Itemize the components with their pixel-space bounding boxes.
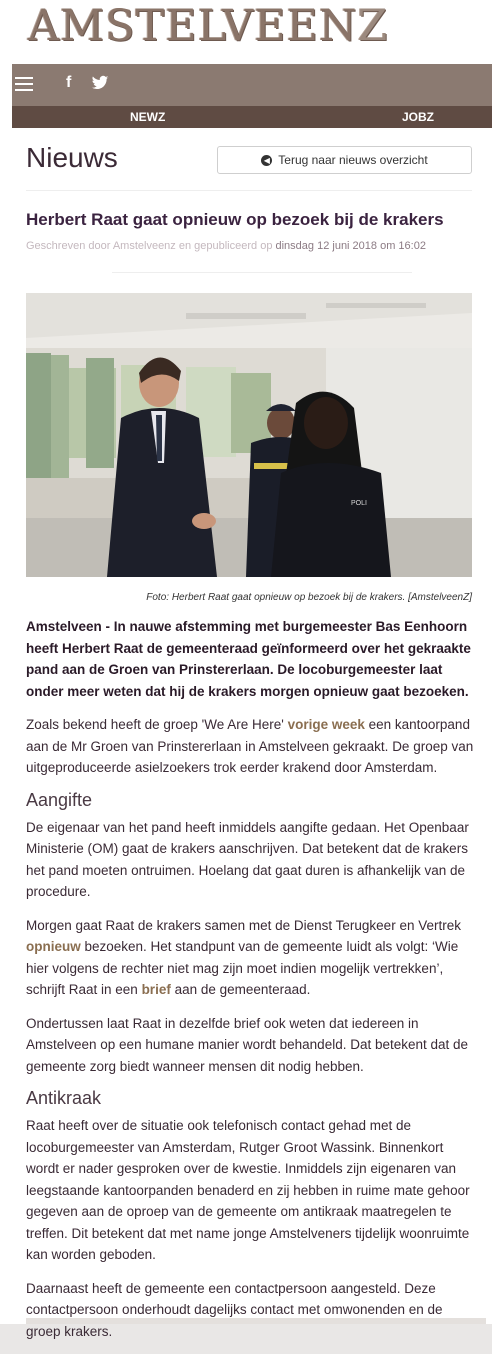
article-body	[26, 616, 476, 1354]
divider	[26, 190, 472, 191]
section-heading-aangifte: Aangifte	[26, 789, 93, 810]
link-opnieuw[interactable]: opnieuw	[26, 939, 81, 954]
page-title: Nieuws	[26, 142, 118, 173]
paragraph: Ondertussen laat Raat in dezelfde brief ook weten dat iedereen in Amstelveen op een humane manier wordt behandeld. Dat betekent dat de gemeente zorg biedt wanneer mensen dit nodig hebben.	[26, 1015, 469, 1074]
article-title: Herbert Raat gaat opnieuw op bezoek bij de krakers	[26, 210, 444, 229]
back-button-label: Terug naar nieuws overzicht	[278, 153, 428, 167]
article-photo	[26, 293, 472, 577]
arrow-left-icon: ◀	[261, 155, 272, 166]
twitter-icon[interactable]	[91, 74, 109, 92]
site-logo[interactable]: AMSTELVEENZ	[28, 1, 389, 51]
svg-text:POLI: POLI	[351, 500, 367, 507]
facebook-icon[interactable]: f	[66, 74, 72, 91]
paragraph: De eigenaar van het pand heeft inmiddels aangifte gedaan. Het Openbaar Ministerie (OM) gaat de krakers aanschrijven. Dat betekent dat de krakers het pand moeten ontruimen. Hoelang dat gaat duren is afhankelijk van de procedure.	[26, 819, 469, 899]
photo-illustration	[26, 293, 472, 577]
tab-newz[interactable]: NEWZ	[130, 110, 166, 124]
divider	[112, 272, 412, 273]
tab-jobz[interactable]: JOBZ	[402, 110, 435, 124]
main-content	[12, 128, 492, 1339]
byline-prefix: Geschreven door Amstelveenz en gepubliceerd op	[26, 240, 276, 252]
byline-date: dinsdag 12 juni 2018 om 16:02	[275, 240, 426, 252]
site-header	[0, 0, 492, 64]
paragraph: Daarnaast heeft de gemeente een contactpersoon aangesteld. Deze contactpersoon onderhoudt dagelijks contact met omwonenden en de groep krakers.	[26, 1280, 443, 1339]
hamburger-icon[interactable]	[15, 77, 33, 91]
section-heading-antikraak: Antikraak	[26, 1088, 102, 1108]
paragraph: Zoals bekend heeft de groep 'We Are Here' vorige week een kantoorpand aan de Mr Groen van Prinstererlaan in Amstelveen gekraakt. De groep van uitgeproduceerde asielzoekers trok eerder krakend door Amsterdam.	[26, 717, 474, 775]
back-to-news-button[interactable]	[217, 146, 472, 174]
photo-caption: Foto: Herbert Raat gaat opnieuw op bezoek bij de krakers. [AmstelveenZ]	[146, 592, 472, 603]
paragraph: Raat heeft over de situatie ook telefonisch contact gehad met de locoburgemeester van Amsterdam, Rutger Groot Wassink. Binnenkort wordt er nader gesproken over de kwestie. Inmiddels zijn eigenaren van leegstaande kantoorpanden benaderd en zij hebben in ruime mate gehoor gegeven aan de oproep van de gemeente om antikraak maatregelen te treffen. Dit betekent dat met name jonge Amstelveners tijdelijk woonruimte kan worden geboden.	[26, 1118, 470, 1262]
article-byline	[26, 240, 426, 252]
paragraph: Morgen gaat Raat de krakers samen met de Dienst Terugkeer en Vertrek opnieuw bezoeken. Het standpunt van de gemeente luidt als volgt: ‘Wie hier volgens de rechter niet mag zijn moet indien mogelijk vertrekken’, schrijft Raat in een brief aan de gemeenteraad.	[26, 917, 461, 997]
top-nav	[12, 64, 492, 106]
section-nav	[12, 106, 492, 128]
link-brief[interactable]: brief	[141, 982, 171, 997]
bottom-divider	[26, 1318, 486, 1324]
link-vorige-week[interactable]: vorige week	[287, 717, 365, 732]
article-lead: Amstelveen - In nauwe afstemming met burgemeester Bas Eenhoorn heeft Herbert Raat de gemeenteraad geïnformeerd over het gekraakte pand aan de Groen van Prinstererlaan. De locoburgemeester laat onder meer weten dat hij de krakers morgen opnieuw gaat bezoeken.	[26, 619, 471, 699]
